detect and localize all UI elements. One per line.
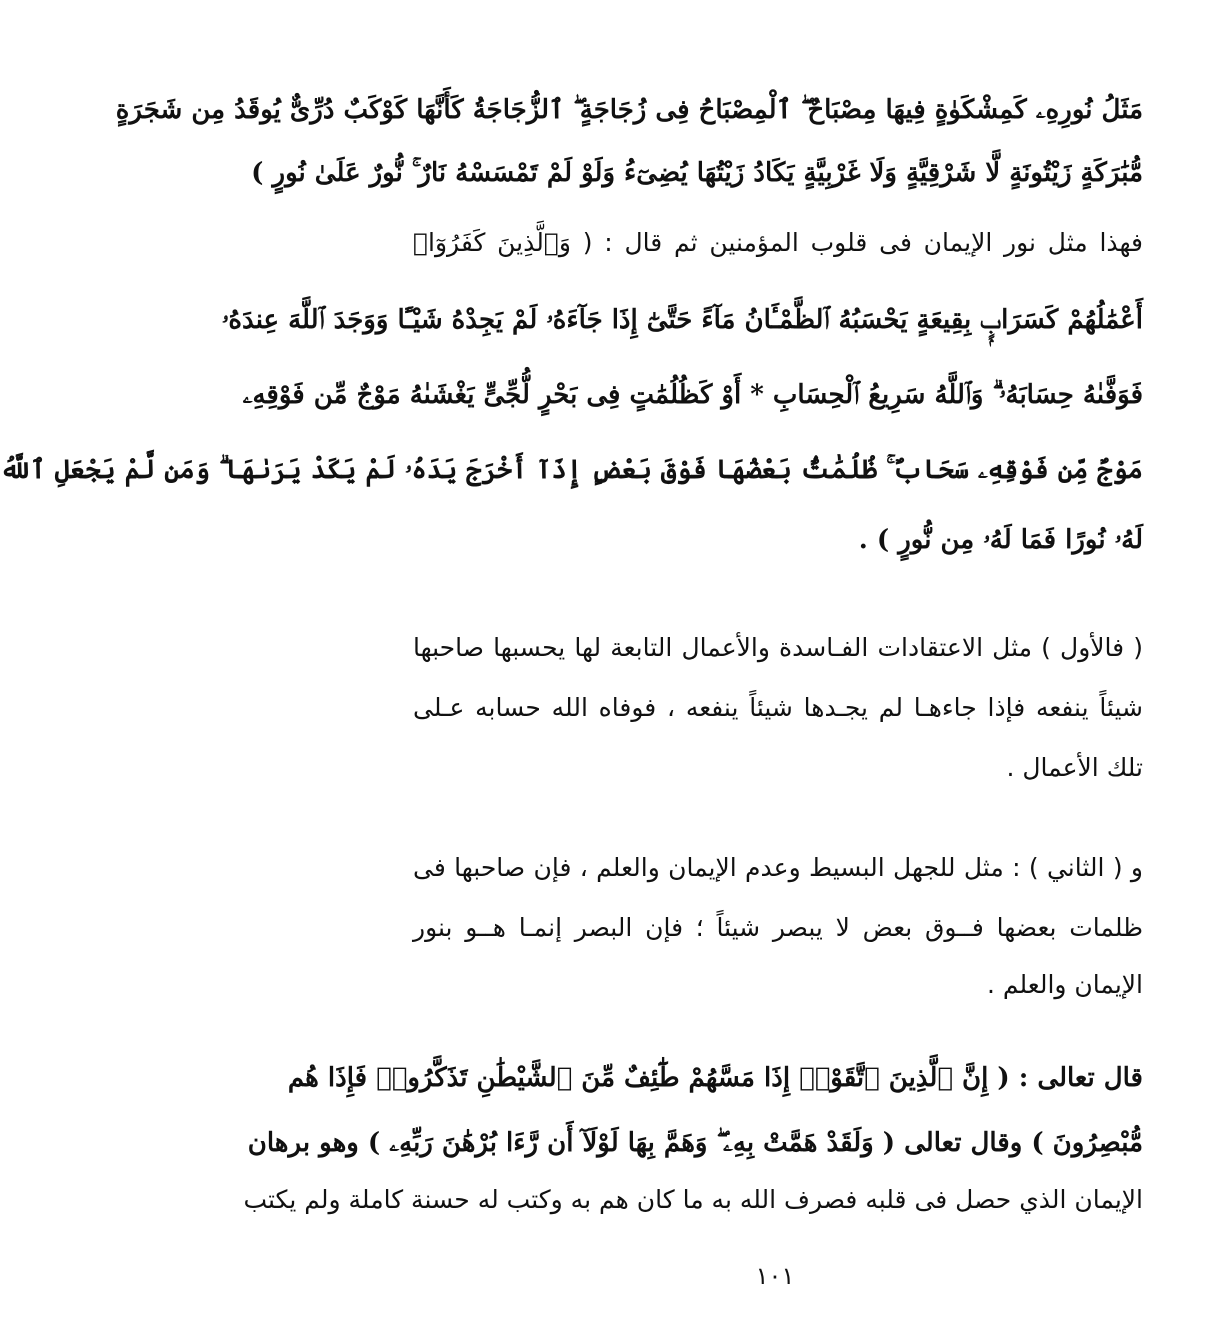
text-line-3: فهذا مثل نور الإيمان فى قلوب المؤمنين ثم قال : ( وَٱلَّذِينَ كَفَرُوٓا۟ — [413, 228, 1143, 257]
paragraph-3-line-2: مُّبْصِرُونَ ) وقال تعالى ( وَلَقَدْ هَمَّتْ بِهِۦ ۖ وَهَمَّ بِهَا لَوْلَآ أَن رَّءَا بُرْهَٰنَ رَبِّهِۦ ) وهو برهان — [247, 1128, 1143, 1158]
paragraph-1-line-1: ( فالأول ) مثل الاعتقادات الفـاسدة والأعمال التابعة لها يحسبها صاحبها — [413, 633, 1143, 662]
verse-line-4: أَعْمَٰلُهُمْ كَسَرَابٍۭ بِقِيعَةٍ يَحْسَبُهُ ٱلظَّمْـَٔانُ مَآءً حَتَّىٰٓ إِذَا جَآءَهُۥ لَمْ يَجِدْهُ شَيْـًٔا وَوَجَدَ ٱللَّهَ عِندَهُۥ — [221, 305, 1143, 335]
verse-line-1: مَثَلُ نُورِهِۦ كَمِشْكَوٰةٍ فِيهَا مِصْبَاحٌ ۖ ٱلْمِصْبَاحُ فِى زُجَاجَةٍ ۖ ٱلزُّجَاجَةُ كَأَنَّهَا كَوْكَبٌ دُرِّىٌّ يُوقَدُ مِن شَجَرَةٍ — [115, 95, 1143, 125]
verse-line-7: لَهُۥ نُورًا فَمَا لَهُۥ مِن نُّورٍ ) . — [858, 525, 1143, 555]
verse-line-6: مَوْجٌ مِّن فَوْقِهِۦ سَحَابٌ ۚ ظُلُمَٰتٌۢ بَعْضُهَا فَوْقَ بَعْضٍ إِذَآ أَخْرَجَ يَدَهُۥ لَمْ يَكَدْ يَرَىٰهَا ۗ وَمَن لَّمْ يَجْعَلِ ٱللَّهُ — [0, 455, 1143, 485]
verse-line-2: مُّبَٰرَكَةٍ زَيْتُونَةٍ لَّا شَرْقِيَّةٍ وَلَا غَرْبِيَّةٍ يَكَادُ زَيْتُهَا يُضِىٓءُ وَلَوْ لَمْ تَمْسَسْهُ نَارٌ ۚ نُّورٌ عَلَىٰ نُورٍ ) — [251, 158, 1143, 188]
paragraph-2-line-1: و ( الثاني ) : مثل للجهل البسيط وعدم الإيمان والعلم ، فإن صاحبها فى — [413, 853, 1143, 882]
verse-line-5: فَوَفَّىٰهُ حِسَابَهُۥ ۗ وَٱللَّهُ سَرِيعُ ٱلْحِسَابِ * أَوْ كَظُلُمَٰتٍ فِى بَحْرٍ لُّجِّىٍّ يَغْشَىٰهُ مَوْجٌ مِّن فَوْقِهِۦ — [242, 380, 1143, 410]
paragraph-1-line-2: شيئاً ينفعه فإذا جاءهـا لم يجـدها شيئاً ينفعه ، فوفاه الله حسابه عـلى — [413, 693, 1143, 722]
paragraph-2-line-2: ظلمات بعضها فــوق بعض لا يبصر شيئاً ؛ فإن البصر إنمـا هــو بنور — [413, 913, 1143, 942]
paragraph-1-line-3: تلك الأعمال . — [1006, 753, 1143, 782]
page-number: ١٠١ — [755, 1262, 795, 1290]
paragraph-3-line-1: قال تعالى : ( إِنَّ ٱلَّذِينَ ٱتَّقَوْا۟ إِذَا مَسَّهُمْ طَٰٓئِفٌ مِّنَ ٱلشَّيْطَٰنِ تَذَكَّرُوا۟ فَإِذَا هُم — [287, 1063, 1143, 1093]
paragraph-2-line-3: الإيمان والعلم . — [986, 970, 1143, 999]
paragraph-3-line-3: الإيمان الذي حصل فى قلبه فصرف الله به ما كان هم به وكتب له حسنة كاملة ولم يكتب — [243, 1185, 1143, 1214]
